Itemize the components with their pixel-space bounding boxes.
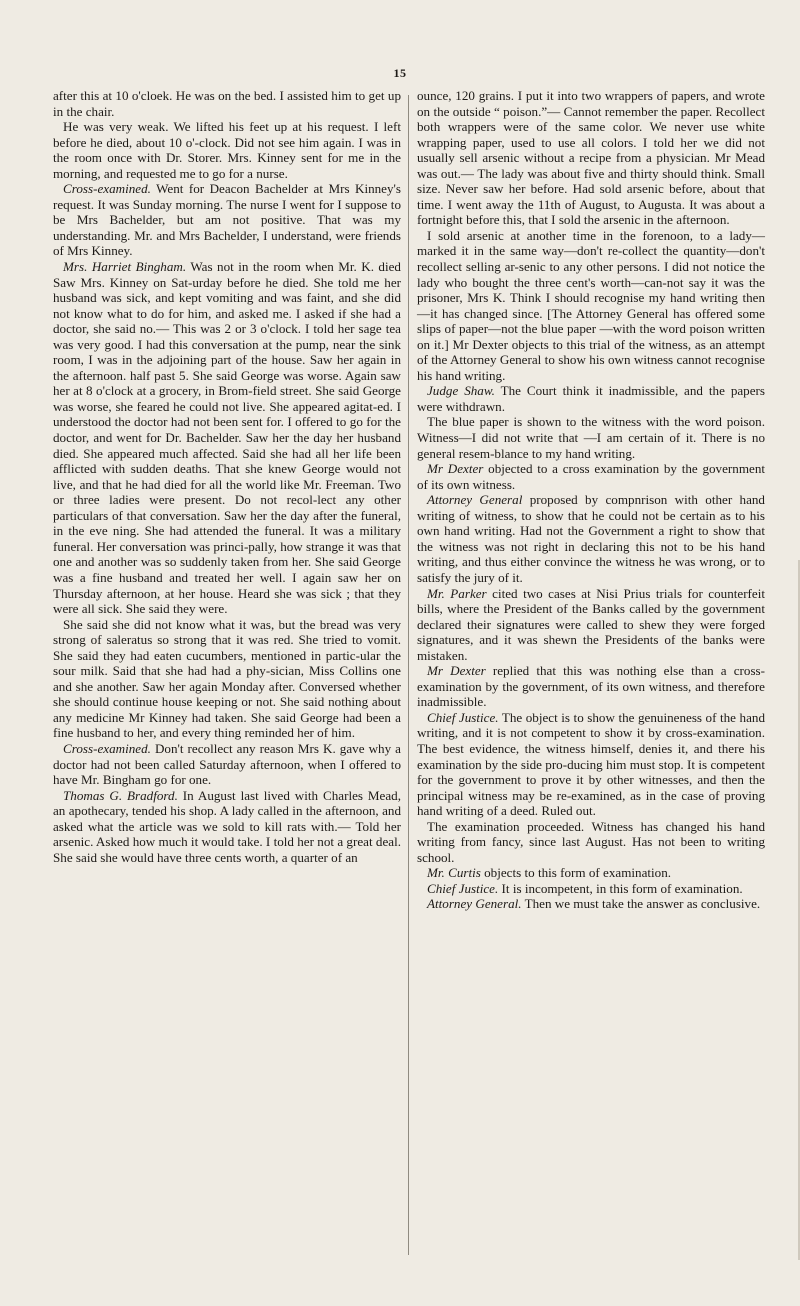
speaker-label: Mr Dexter (427, 461, 484, 477)
paragraph-text: The Court think it inadmissible, and the papers were withdrawn. (417, 383, 765, 414)
paragraph (53, 88, 401, 119)
paragraph-text: It is incompetent, in this form of examination. (498, 880, 743, 896)
paragraph-text: Was not in the room when Mr. K. died Saw Mrs. Kinney on Sat-urday before he died. She told me her husband was sick, and kept vomiting and was faint, and she did not know what to do for him, and asked me. I asked if she had a doctor, she said no.— This was 2 or 3 o'clock. I told her sage tea was very good. I had this conversation at the pump, near the sink room, I was in the adjoining part of the house. Saw her again in the afternoon. half past 5. She said George was worse. Again saw her at 8 o'clock at a grocery, in Brom-field street. She said George was worse, she feared he could not live. She appeared agitat-ed. I understood the doctor had not been sent for. I offered to go for the doctor, and went for Dr. Bachelder. Saw her the day her husband died. She appeared much affected. Said she had all her life been afflicted with sudden deaths. That she knew George would not live, and that he had died for all the world like Mr. Freeman. Two or three ladies were present. Do not recol-lect any other particulars of that conversation. Saw her the day after the funeral, in the eve ning. She had attended the funeral. It was a military funeral. Her conversation was princi-pally, how strange it was that one and another was so suddenly taken from her. She said George was a fine husband and treated her well. I again saw her on Thursday afternoon, at her house. Heard she was sick ; that they were all sick. She said they were. (53, 259, 401, 617)
speaker-label: Mr Dexter (427, 663, 486, 679)
paragraph (417, 663, 765, 710)
speaker-label: Cross-examined. (63, 740, 151, 756)
paragraph-text: The blue paper is shown to the witness with the word poison. Witness—I did not write that —I am certain of it. There is no general resem-blance to my hand writing. (417, 414, 765, 461)
paragraph-text: I sold arsenic at another time in the forenoon, to a lady—marked it in the same way—don't re-collect the quantity—don't recollect selling ar-senic to any other persons. I did not notice the lady who bought the three cent's worth—can-not say it was the prisoner, Mrs K. Think I should recognise my hand writing then—it has changed since. [The Attorney General has offered some slips of paper—not the blue paper —with the word poison written on it.] Mr Dexter objects to this trial of the witness, as an attempt of the Attorney General to show his own witness cannot recognise his hand writing. (417, 227, 765, 383)
paragraph (417, 88, 765, 228)
paragraph (53, 119, 401, 181)
paragraph-text: proposed by compnrison with other hand writing of witness, to show that he could not be certain as to his own hand writing. Had not the Government a right to show that the witness was not right in declaring this not to be his hand writing, and thus either convince the witness he was wrong, or to satisfy the jury of it. (417, 492, 765, 585)
paragraph (417, 414, 765, 461)
paragraph (417, 461, 765, 492)
paragraph (417, 819, 765, 866)
paragraph (53, 259, 401, 617)
speaker-label: Chief Justice. (427, 709, 499, 725)
paragraph-text: The object is to show the genuineness of the hand writing, and it is not competent to show it by cross-examination. The best evidence, the witness himself, denies it, and there his examination by the side pro-ducing him must stop. It is competent for the government to prove it by other witnesses, and then the principal witness may be re-examined, as in the case of proving hand writing of a deed. Ruled out. (417, 709, 765, 819)
paragraph (417, 881, 765, 897)
paragraph (53, 788, 401, 866)
paragraph-text: Then we must take the answer as conclusive. (521, 896, 761, 912)
speaker-label: Mr. Parker (427, 585, 487, 601)
speaker-label: Chief Justice. (427, 880, 499, 896)
paragraph-text: She said she did not know what it was, but the bread was very strong of saleratus so strong that it was red. She tried to vomit. She said they had eaten cucumbers, mentioned in partic-ular the sour milk. Said that she had had a phy-sician, Miss Collins one and she another. Saw her again Monday after. Conversed whether she should continue house keeping or not. She said nothing about any medicine Mr Kinney had taken. She said George had been a fine husband to her, and every thing reminded her of him. (53, 616, 401, 741)
right-column (417, 88, 765, 912)
paragraph-text: cited two cases at Nisi Prius trials for counterfeit bills, where the President of the Banks called by the government declared their signatures were called to shew they were forged signatures, and it was shewn the Presidents of the banks were mistaken. (417, 585, 766, 663)
paragraph-text: Don't recollect any reason Mrs K. gave why a doctor had not been called Saturday afternoon, when I offered to have Mr. Bingham go for one. (53, 740, 401, 788)
speaker-label: Mrs. Harriet Bingham. (63, 259, 187, 275)
paragraph (417, 492, 765, 585)
column-divider (408, 95, 409, 1255)
left-column (53, 88, 401, 865)
speaker-label: Mr. Curtis (427, 865, 481, 881)
speaker-label: Judge Shaw. (427, 383, 495, 399)
paragraph (417, 383, 765, 414)
paragraph-text: The examination proceeded. Witness has changed his hand writing from fancy, since last August. Has not been to writing school. (417, 818, 765, 865)
paragraph (417, 586, 765, 664)
paragraph-text: replied that this was nothing else than a cross-examination by the government, of its own witness, and therefore inadmissible. (417, 663, 765, 710)
speaker-label: Cross-examined. (63, 181, 151, 197)
paragraph (53, 181, 401, 259)
page-number: 15 (393, 66, 407, 80)
paragraph-text: after this at 10 o'cloek. He was on the bed. I assisted him to get up in the chair. (53, 88, 401, 119)
paragraph-text: In August last lived with Charles Mead, an apothecary, tended his shop. A lady called in the afternoon, and asked what the article was we sold to kill rats with.— Told her arsenic. Asked how much it would take. I told her not a great deal. She said she would have three cents worth, a quarter of an (53, 787, 401, 865)
paragraph-text: He was very weak. We lifted his feet up at his request. I left before he died, about 10 o'-clock. Did not see him again. I was in the room once with Dr. Storer. Mrs. Kinney sent for me in the morning, and requested me to go for a nurse. (53, 119, 401, 181)
paragraph-text: ounce, 120 grains. I put it into two wrappers of papers, and wrote on the outside “ poison.”— Cannot remember the paper. Recollect both wrappers were of the same color. We never use white wrapping paper, used to use all colors. I told her we did not usually sell arsenic without a recipe from a physician. Mr Mead was out.— The lady was about five and thirty should think. Small size. Never saw her before. Had sold arsenic before, about that time. I went away the 11th of August, to Augusta. It was about a fortnight before this, that I sold the arsenic in the afternoon. (417, 88, 765, 228)
paragraph (417, 710, 765, 819)
paragraph (417, 228, 765, 383)
speaker-label: Attorney General (427, 492, 523, 508)
paragraph (53, 741, 401, 788)
paragraph-text: objected to a cross examination by the government of its own witness. (417, 461, 766, 492)
paragraph (53, 617, 401, 741)
paragraph (417, 896, 765, 912)
paragraph-text: Went for Deacon Bachelder at Mrs Kinney's request. It was Sunday morning. The nurse I went for I suppose to be Mrs Bachelder, but am not positive. That was my understanding. Mr. and Mrs Bachelder, I understand, were friends of Mrs Kinney. (53, 181, 401, 259)
speaker-label: Thomas G. Bradford. (63, 787, 178, 803)
speaker-label: Attorney General. (427, 896, 522, 912)
paragraph (417, 865, 765, 881)
paragraph-text: objects to this form of examination. (480, 865, 672, 881)
